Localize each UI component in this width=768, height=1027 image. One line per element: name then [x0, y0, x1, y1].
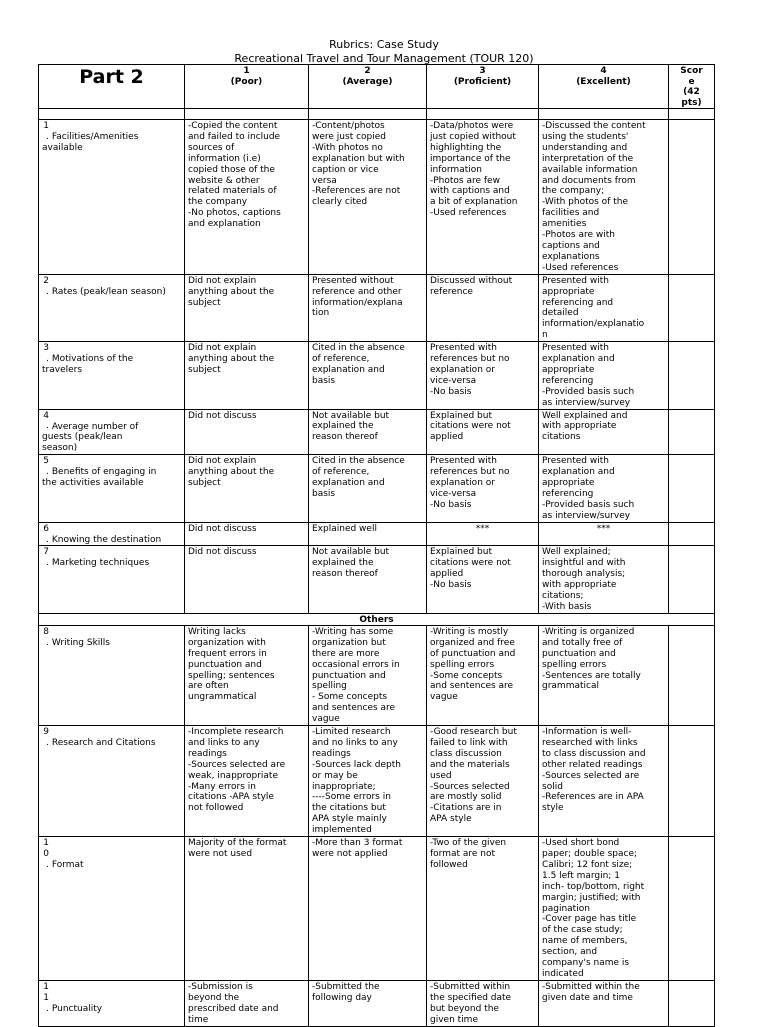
- descriptor-average: Explained well: [309, 522, 427, 546]
- descriptor-poor: Did not explain anything about the subject: [185, 274, 309, 341]
- descriptor-excellent: Presented with explanation and appropriate referencing -Provided basis such as interview/survey: [539, 455, 669, 522]
- rubric-table: [38, 64, 715, 1027]
- score-cell: [669, 625, 715, 725]
- criterion-cell: [39, 120, 185, 275]
- descriptor-poor: -Copied the content and failed to include sources of information (i.e) copied those of the website & other related materials of the company -No photos, captions and explanation: [185, 120, 309, 275]
- part-label: Part 2: [79, 66, 144, 88]
- rubric-row: [39, 274, 715, 341]
- criterion-label: Writing Skills: [51, 637, 110, 648]
- criterion-number: 2.: [43, 275, 49, 297]
- descriptor-excellent: Presented with explanation and appropriate referencing -Provided basis such as interview/survey: [539, 342, 669, 409]
- criterion-cell: [39, 522, 185, 546]
- level-header-poor: [185, 65, 309, 109]
- level-name: (Proficient): [453, 76, 512, 87]
- level-number: 1: [243, 66, 250, 76]
- score-cell: [669, 274, 715, 341]
- rubric-row: [39, 837, 715, 981]
- rubric-row: [39, 625, 715, 725]
- rubric-row: [39, 342, 715, 409]
- descriptor-poor: -Incomplete research and links to any readings -Sources selected are weak, inappropriate -Many errors in citations -APA style not followed: [185, 726, 309, 837]
- rubric-row: [39, 455, 715, 522]
- criterion-cell: [39, 274, 185, 341]
- criterion-number: 7.: [43, 547, 49, 569]
- level-number: 2: [364, 66, 371, 76]
- spacer-row: [39, 109, 715, 120]
- score-cell: [669, 120, 715, 275]
- descriptor-excellent: -Writing is organized and totally free of punctuation and spelling errors -Sentences are totally grammatical: [539, 625, 669, 725]
- score-cell: [669, 980, 715, 1026]
- criterion-cell: [39, 837, 185, 981]
- descriptor-proficient: -Two of the given format are not followed: [427, 837, 539, 981]
- descriptor-poor: Did not discuss: [185, 409, 309, 455]
- descriptor-poor: Majority of the format were not used: [185, 837, 309, 981]
- descriptor-proficient: Explained but citations were not applied -No basis: [427, 546, 539, 613]
- criterion-label: Benefits of engaging in the activities available: [42, 467, 157, 488]
- level-name: (Average): [342, 76, 393, 87]
- criterion-cell: [39, 455, 185, 522]
- criterion-label: Facilities/Amenities available: [42, 131, 139, 153]
- course-title: Recreational Travel and Tour Management (TOUR 120): [234, 52, 534, 65]
- criterion-number: 10.: [43, 838, 49, 870]
- criterion-number: 5.: [43, 456, 49, 478]
- level-header-average: [309, 65, 427, 109]
- level-name: (Poor): [230, 76, 263, 87]
- descriptor-proficient: Presented with references but no explanation or vice-versa -No basis: [427, 455, 539, 522]
- descriptor-proficient: -Data/photos were just copied without highlighting the importance of the information -Photos are few with captions and a bit of explanation -Used references: [427, 120, 539, 275]
- criterion-cell: [39, 726, 185, 837]
- descriptor-proficient: -Submitted within the specified date but beyond the given time: [427, 980, 539, 1026]
- descriptor-excellent: Presented with appropriate referencing and detailed information/explanatio n: [539, 274, 669, 341]
- descriptor-excellent: -Information is well- researched with links to class discussion and other related readings -Sources selected are solid -References are in APA style: [539, 726, 669, 837]
- level-name: (Excellent): [576, 76, 631, 87]
- descriptor-excellent: -Discussed the content using the students' understanding and interpretation of the available information and documents from the company; -With photos of the facilities and amenities -Photos are with captions and explanations -Used references: [539, 120, 669, 275]
- rubric-body-main: [39, 120, 715, 614]
- header-row: [39, 65, 715, 109]
- descriptor-average: -Writing has some organization but there are more occasional errors in punctuation and spelling - Some concepts and sentences are vague: [309, 625, 427, 725]
- descriptor-average: Cited in the absence of reference, explanation and basis: [309, 342, 427, 409]
- criterion-label: Marketing techniques: [51, 558, 150, 569]
- descriptor-proficient: Discussed without reference: [427, 274, 539, 341]
- descriptor-average: -Submitted the following day: [309, 980, 427, 1026]
- document-title: Rubrics: Case Study: [329, 38, 439, 51]
- criterion-cell: [39, 546, 185, 613]
- descriptor-poor: Did not explain anything about the subject: [185, 342, 309, 409]
- descriptor-poor: Did not discuss: [185, 546, 309, 613]
- descriptor-poor: Writing lacks organization with frequent errors in punctuation and spelling; sentences are often ungrammatical: [185, 625, 309, 725]
- criterion-number: 6.: [43, 523, 49, 545]
- criterion-number: 3.: [43, 343, 49, 365]
- criterion-label: Knowing the destination: [51, 534, 162, 545]
- criterion-number: 8.: [43, 626, 49, 648]
- level-number: 3: [479, 66, 486, 76]
- descriptor-average: Presented without reference and other information/explana tion: [309, 274, 427, 341]
- document-title-block: [0, 38, 768, 66]
- rubric-row: [39, 522, 715, 546]
- descriptor-proficient: -Writing is mostly organized and free of punctuation and spelling errors -Some concepts and sentences are vague: [427, 625, 539, 725]
- criterion-cell: [39, 409, 185, 455]
- criterion-label: Motivations of the travelers: [42, 354, 134, 375]
- rubric-row: [39, 546, 715, 613]
- criterion-number: 9.: [43, 727, 49, 748]
- criterion-label: Rates (peak/lean season): [51, 286, 166, 297]
- rubric-row: [39, 120, 715, 275]
- score-cell: [669, 409, 715, 455]
- descriptor-excellent: -Submitted within the given date and time: [539, 980, 669, 1026]
- level-number: 4: [600, 66, 607, 76]
- descriptor-average: Not available but explained the reason thereof: [309, 546, 427, 613]
- criterion-number: 1.: [43, 121, 49, 142]
- score-cell: [669, 726, 715, 837]
- criterion-cell: [39, 625, 185, 725]
- descriptor-proficient: -Good research but failed to link with class discussion and the materials used -Sources selected are mostly solid -Citations are in APA style: [427, 726, 539, 837]
- part-header: [39, 65, 185, 109]
- descriptor-poor: Did not explain anything about the subject: [185, 455, 309, 522]
- descriptor-average: -Limited research and no links to any readings -Sources lack depth or may be inappropriate; ----Some errors in the citations but APA style mainly implemented: [309, 726, 427, 837]
- score-cell: [669, 837, 715, 981]
- descriptor-proficient: ***: [427, 522, 539, 546]
- descriptor-poor: -Submission is beyond the prescribed date and time: [185, 980, 309, 1026]
- descriptor-proficient: Explained but citations were not applied: [427, 409, 539, 455]
- descriptor-poor: Did not discuss: [185, 522, 309, 546]
- rubric-row: [39, 726, 715, 837]
- criterion-cell: [39, 980, 185, 1026]
- descriptor-average: Cited in the absence of reference, explanation and basis: [309, 455, 427, 522]
- others-row: [39, 613, 715, 625]
- rubric-body-others: [39, 625, 715, 1026]
- criterion-label: Average number of guests (peak/lean season): [42, 421, 139, 454]
- criterion-number: 11.: [43, 981, 49, 1014]
- level-header-proficient: [427, 65, 539, 109]
- others-section: [39, 613, 715, 625]
- rubric-row: [39, 409, 715, 455]
- score-cell: [669, 522, 715, 546]
- others-label: Others: [39, 613, 715, 625]
- score-cell: [669, 342, 715, 409]
- descriptor-excellent: Well explained; insightful and with thorough analysis; with appropriate citations; -With basis: [539, 546, 669, 613]
- descriptor-proficient: Presented with references but no explanation or vice-versa -No basis: [427, 342, 539, 409]
- rubric-row: [39, 980, 715, 1026]
- level-header-excellent: [539, 65, 669, 109]
- score-header: Scor e (42 pts): [669, 65, 715, 109]
- descriptor-average: -Content/photos were just copied -With photos no explanation but with caption or vice versa -References are not clearly cited: [309, 120, 427, 275]
- descriptor-excellent: ***: [539, 522, 669, 546]
- criterion-cell: [39, 342, 185, 409]
- descriptor-excellent: Well explained and with appropriate citations: [539, 409, 669, 455]
- descriptor-average: -More than 3 format were not applied: [309, 837, 427, 981]
- criterion-number: 4.: [43, 410, 49, 432]
- score-cell: [669, 546, 715, 613]
- criterion-label: Format: [51, 859, 84, 870]
- criterion-label: Research and Citations: [51, 737, 156, 748]
- descriptor-average: Not available but explained the reason thereof: [309, 409, 427, 455]
- descriptor-excellent: -Used short bond paper; double space; Calibri; 12 font size; 1.5 left margin; 1 inch- top/bottom, right margin; justified; with pagination -Cover page has title of the case study; name of members, section, and company's name is indicated: [539, 837, 669, 981]
- score-cell: [669, 455, 715, 522]
- criterion-label: Punctuality: [51, 1003, 103, 1014]
